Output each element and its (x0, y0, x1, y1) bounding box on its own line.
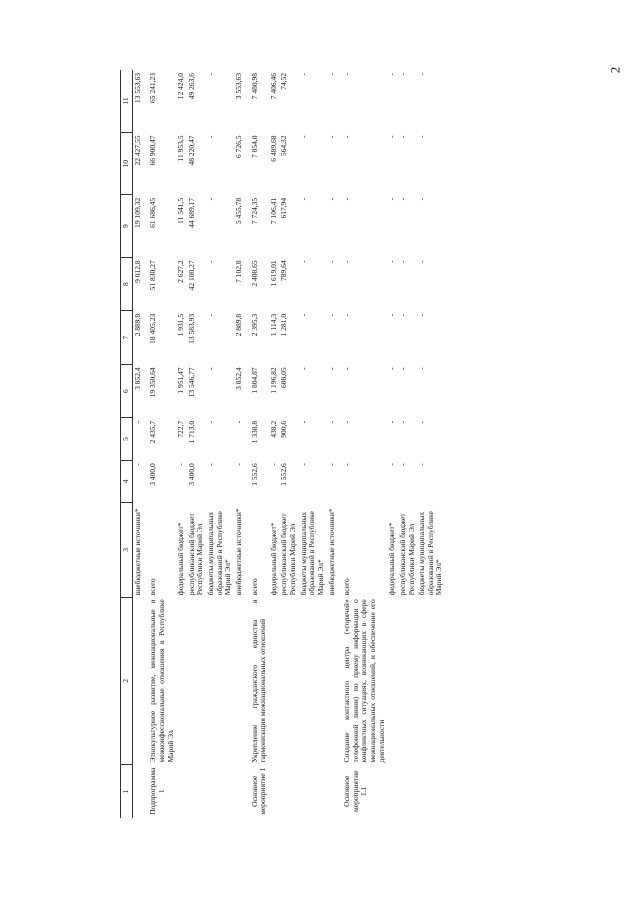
amount-cell: 2 408,65 (249, 260, 259, 287)
amount-cell: - (387, 197, 397, 201)
amount-cell: 1 804,87 (249, 367, 259, 394)
program-name-cell (187, 765, 206, 819)
amount-cell: 13 546,77 (186, 367, 196, 398)
funding-source-cell: федеральный бюджет* (387, 522, 397, 596)
amount-cell: - (298, 260, 308, 263)
amount-cell: 7 102,8 (233, 260, 243, 283)
amount-cell: - (397, 367, 407, 370)
table-row (187, 70, 206, 818)
table-row (398, 70, 417, 818)
budget-table (120, 70, 445, 818)
amount-cell: 1 552,6 (279, 463, 289, 486)
amount-cell: - (326, 367, 336, 370)
amount-cell: 617,94 (279, 197, 289, 219)
amount-cell: 1 931,5 (176, 313, 186, 337)
amount-cell: 1 114,3 (268, 313, 278, 337)
table-row (176, 70, 187, 818)
column-header-3: 3 (121, 503, 133, 598)
table-row (387, 70, 398, 818)
amount-cell: - (397, 73, 407, 76)
amount-cell: 608,05 (279, 367, 289, 388)
table-row (132, 70, 143, 818)
program-name-cell (279, 765, 298, 819)
amount-cell: 1 619,01 (268, 260, 278, 287)
amount-cell: - (268, 463, 278, 466)
amount-cell: - (342, 367, 352, 370)
amount-cell: - (326, 313, 336, 317)
amount-cell: 1 713,0 (186, 420, 196, 444)
program-name-cell (176, 765, 187, 819)
amount-cell: 48 220,47 (186, 135, 196, 166)
funding-source-cell: внебюджетные источники* (326, 508, 336, 596)
table-body (132, 70, 445, 818)
column-header-7: 7 (121, 311, 133, 365)
table-row (327, 70, 338, 818)
amount-cell: - (342, 463, 352, 466)
amount-cell: 2 627,2 (176, 260, 186, 283)
table-row (269, 70, 280, 818)
program-title-cell (387, 597, 398, 764)
funding-source-cell: республиканский бюджет Республики Марий Эл (397, 513, 416, 596)
program-name-cell (387, 765, 398, 819)
amount-cell: - (417, 260, 427, 263)
amount-cell: - (206, 135, 215, 138)
program-name-cell (327, 765, 338, 819)
table-row (245, 70, 269, 818)
amount-cell: 7 106,41 (268, 197, 278, 225)
funding-source-cell: федеральный бюджет* (268, 522, 278, 596)
funding-source-cell: всего (249, 578, 259, 596)
amount-cell: - (387, 313, 397, 317)
program-title-cell (417, 597, 445, 764)
amount-cell: 13 583,93 (186, 313, 196, 344)
amount-cell: 11 541,5 (176, 197, 186, 224)
table-row (279, 70, 298, 818)
column-header-11: 11 (121, 70, 133, 132)
column-header-9: 9 (121, 195, 133, 257)
program-name-cell (234, 765, 245, 819)
amount-cell: - (326, 73, 336, 76)
funding-source-cell: республиканский бюджет Республики Марий Эл (186, 513, 205, 596)
amount-cell: - (206, 420, 215, 424)
amount-cell: - (387, 463, 397, 466)
amount-cell: - (342, 197, 352, 201)
program-title-cell: Укрепление гражданского единства и гармонизация межнациональных отношений (249, 599, 268, 763)
amount-cell: - (233, 420, 243, 424)
amount-cell: 61 686,45 (148, 197, 158, 228)
funding-source-cell: внебюджетные источники* (132, 508, 142, 596)
amount-cell: - (397, 313, 407, 317)
amount-cell: 51 830,27 (148, 260, 158, 291)
column-header-5: 5 (121, 418, 133, 460)
column-header-2: 2 (121, 597, 133, 764)
column-header-8: 8 (121, 257, 133, 311)
funding-source-cell: всего (148, 578, 158, 596)
column-header-10: 10 (121, 132, 133, 194)
amount-cell: 2 435,7 (148, 420, 158, 444)
rotated-sheet (120, 70, 597, 818)
amount-cell: 11 953,5 (176, 135, 186, 162)
table-row (299, 70, 327, 818)
program-name-cell (132, 765, 143, 819)
amount-cell: - (342, 135, 352, 138)
amount-cell: 7 724,35 (249, 197, 259, 225)
program-name-cell (206, 765, 234, 819)
program-name-cell (299, 765, 327, 819)
amount-cell: - (342, 313, 352, 317)
amount-cell: - (326, 463, 336, 466)
amount-cell: 564,32 (279, 135, 289, 157)
amount-cell: - (298, 367, 308, 370)
amount-cell: - (417, 197, 427, 201)
amount-cell: - (132, 463, 142, 466)
amount-cell: - (387, 420, 397, 424)
amount-cell: - (342, 420, 352, 424)
amount-cell: - (387, 367, 397, 370)
amount-cell: 1 552,6 (249, 463, 259, 486)
amount-cell: 789,64 (279, 260, 289, 281)
amount-cell: - (176, 463, 186, 466)
column-header-4: 4 (121, 460, 133, 502)
amount-cell: 900,6 (279, 420, 289, 438)
program-title-cell (187, 597, 206, 764)
program-name-cell: Подпрограмма 1 (148, 767, 166, 815)
program-title-cell (234, 597, 245, 764)
amount-cell: 7 406,46 (268, 73, 278, 100)
amount-cell: 3 400,0 (148, 463, 158, 486)
amount-cell: - (417, 135, 427, 138)
amount-cell: - (387, 135, 397, 138)
amount-cell: - (298, 313, 308, 317)
amount-cell: 65 241,23 (148, 73, 158, 103)
amount-cell: 2 889,8 (132, 313, 142, 337)
amount-cell: 66 900,47 (148, 135, 158, 166)
amount-cell: - (397, 420, 407, 424)
amount-cell: 44 689,17 (186, 197, 196, 228)
amount-cell: - (417, 73, 427, 76)
program-title-cell (176, 597, 187, 764)
amount-cell: 2 395,3 (249, 313, 259, 337)
amount-cell: - (397, 135, 407, 138)
amount-cell: - (342, 73, 352, 76)
column-header-6: 6 (121, 364, 133, 418)
amount-cell: 3 852,4 (233, 367, 243, 390)
funding-source-cell: внебюджетные источники* (233, 508, 243, 596)
amount-cell: 3 852,4 (132, 367, 142, 390)
table-row (143, 70, 176, 818)
funding-source-cell: федеральный бюджет* (176, 522, 186, 596)
program-name-cell (269, 765, 280, 819)
amount-cell: 19 350,64 (148, 367, 158, 398)
amount-cell: 438,2 (268, 420, 278, 438)
amount-cell: - (206, 73, 215, 76)
program-title-cell (299, 597, 327, 764)
program-title-cell (132, 597, 143, 764)
program-title-cell (269, 597, 280, 764)
program-name-cell: Основное мероприятие 1.1 (342, 770, 369, 812)
amount-cell: - (298, 197, 308, 201)
amount-cell: - (387, 260, 397, 263)
funding-source-cell: бюджеты муниципальных образований в Республике Марий Эл* (206, 511, 233, 596)
funding-source-cell: бюджеты муниципальных образований в Республике Марий Эл* (417, 511, 444, 596)
program-name-cell (398, 765, 417, 819)
amount-cell: - (417, 463, 427, 466)
amount-cell: 22 427,55 (132, 135, 142, 166)
amount-cell: 1 281,0 (279, 313, 289, 337)
amount-cell: 18 405,23 (148, 313, 158, 344)
amount-cell: - (298, 135, 308, 138)
amount-cell: - (298, 73, 308, 76)
amount-cell: - (326, 260, 336, 263)
program-name-cell (417, 765, 445, 819)
amount-cell: - (326, 197, 336, 201)
amount-cell: 6 489,68 (268, 135, 278, 162)
funding-source-cell: республиканский бюджет Республики Марий Эл (279, 513, 297, 596)
amount-cell: - (206, 260, 215, 263)
amount-cell: 3 400,0 (186, 463, 196, 486)
amount-cell: 1 951,47 (176, 367, 186, 394)
amount-cell: - (298, 420, 308, 424)
amount-cell: 5 455,78 (233, 197, 243, 225)
amount-cell: - (206, 367, 215, 370)
page-number: 2 (607, 66, 623, 74)
amount-cell: 19 109,32 (132, 197, 142, 228)
amount-cell: - (326, 420, 336, 424)
amount-cell: - (233, 463, 243, 466)
header-row (121, 70, 133, 818)
table-row (234, 70, 245, 818)
amount-cell: 13 553,63 (132, 73, 142, 103)
table-row (337, 70, 387, 818)
amount-cell: - (397, 260, 407, 263)
table-row (206, 70, 234, 818)
amount-cell: - (417, 420, 427, 424)
program-title-cell (327, 597, 338, 764)
program-title-cell (279, 597, 298, 764)
amount-cell: - (397, 197, 407, 201)
amount-cell: 7 054,0 (249, 135, 259, 158)
funding-source-cell: бюджеты муниципальных образований в Республике Марий Эл* (298, 511, 325, 596)
funding-source-cell: всего (342, 578, 352, 596)
amount-cell: - (326, 135, 336, 138)
program-title-cell (206, 597, 234, 764)
amount-cell: - (417, 313, 427, 317)
program-title-cell (398, 597, 417, 764)
amount-cell: 74,52 (279, 73, 289, 90)
amount-cell: - (206, 463, 215, 466)
amount-cell: 12 424,0 (176, 73, 186, 100)
amount-cell: - (298, 463, 308, 466)
amount-cell: 9 012,8 (132, 260, 142, 283)
amount-cell: - (206, 197, 215, 201)
amount-cell: 49 263,6 (186, 73, 196, 100)
column-header-1: 1 (121, 765, 133, 819)
program-name-cell: Основное мероприятие 1 (249, 767, 268, 815)
amount-cell: - (397, 463, 407, 466)
amount-cell: 7 480,98 (249, 73, 259, 100)
amount-cell: - (342, 260, 352, 263)
amount-cell: - (417, 367, 427, 370)
program-title-cell: Создание контактного центра («горячей» телефонной линии) по приему информации о конфликтных ситуациях, возникающих в сфере межнациональных отношений, и обеспечение его деятельности (342, 599, 386, 763)
amount-cell: - (132, 420, 142, 424)
amount-cell: 3 553,63 (233, 73, 243, 100)
amount-cell: 42 100,27 (186, 260, 196, 291)
amount-cell: 2 889,8 (233, 313, 243, 337)
program-title-cell: Этнокультурное развитие, межнациональные и межконфессиональные отношения в Республике Марий Эл (148, 599, 175, 763)
amount-cell: 1 196,82 (268, 367, 278, 394)
amount-cell: 6 726,5 (233, 135, 243, 158)
amount-cell: 722,7 (176, 420, 186, 438)
amount-cell: - (206, 313, 215, 317)
amount-cell: - (387, 73, 397, 76)
amount-cell: 1 338,8 (249, 420, 259, 444)
table-row (417, 70, 445, 818)
